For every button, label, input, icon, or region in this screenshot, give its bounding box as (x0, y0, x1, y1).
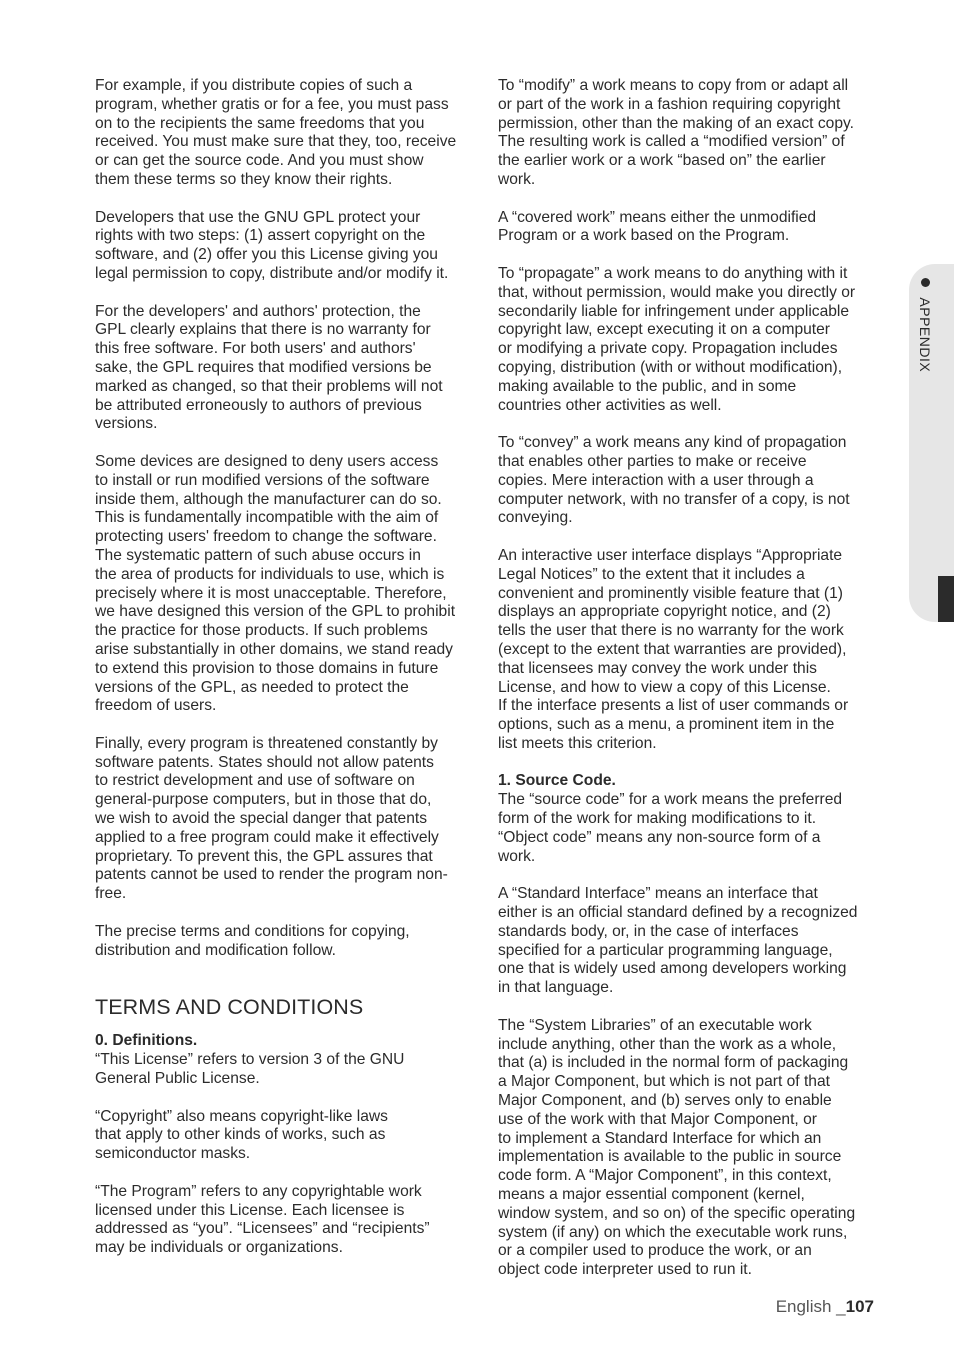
bullet-icon (921, 278, 930, 287)
paragraph: To “convey” a work means any kind of propagation that enables other parties to make or receive copies. Mere interaction with a user through a computer network, with no transfer of a copy, is not conveying. (498, 434, 850, 527)
paragraph: An interactive user interface displays “Appropriate Legal Notices” to the extent that it includes a convenient and prominently visible feature that (1) displays an appropriate copyright notice, and (2) tells the user that there is no warranty for the work (except to the extent that warranties are provided), that licensees may convey the work under this License, and how to view a copy of this License. If the interface presents a list of user commands or options, such as a menu, a prominent item in the list meets this criterion. (498, 546, 849, 752)
side-tab-marker (938, 576, 954, 622)
paragraph: A “covered work” means either the unmodified Program or a work based on the Program. (498, 208, 817, 245)
paragraph: The “System Libraries” of an executable work include anything, other than the work as a whole, that (a) is included in the normal form of packaging a Major Component, but which is not part of that Major Component, and (b) serves only to enable use of the work with that Major Component, or to implement a Standard Interface for which an implementation is available to the public in source code form. A “Major Component”, in this context, means a major essential component (kernel, window system, and so on) of the specific operating system (if any) on which the executable work runs, or a compiler used to produce the work, or an object code interpreter used to run it. (498, 1016, 856, 1279)
paragraph: The “source code” for a work means the preferred form of the work for making modifications to it. “Object code” means any non-source form of a work. (498, 791, 843, 865)
page-footer (776, 1297, 874, 1317)
subsection-heading: 1. Source Code. (498, 772, 616, 790)
section-heading: TERMS AND CONDITIONS (95, 995, 364, 1020)
paragraph: “The Program” refers to any copyrightable work licensed under this License. Each licensee is addressed as “you”. “Licensees” and “recipients” may be individuals or organizations. (95, 1182, 430, 1257)
paragraph: For the developers' and authors' protection, the GPL clearly explains that there is no warranty for this free software. For both users' and authors' sake, the GPL requires that modified versions be marked as changed, so that their problems will not be attributed erroneously to authors of previous versions. (95, 302, 443, 433)
paragraph: Some devices are designed to deny users access to install or run modified versions of the software inside them, although the manufacturer can do so. This is fundamentally incompatible with the aim of protecting users' freedom to change the software. The systematic pattern of such abuse occurs in the area of products for individuals to use, which is precisely where it is most unacceptable. Therefore, we have designed this version of the GPL to prohibit the practice for those products. If such problems arise substantially in other domains, we stand ready to extend this provision to those domains in future versions of the GPL, as needed to protect the freedom of users. (95, 452, 456, 715)
paragraph: Developers that use the GNU GPL protect your rights with two steps: (1) assert copyright on the software, and (2) offer you this License giving you legal permission to copy, distribute and/or modify it. (95, 208, 449, 282)
footer-language: English _ (775, 1297, 846, 1316)
paragraph: A “Standard Interface” means an interface that either is an official standard defined by a recognized standards body, or, in the case of interfaces specified for a particular programming language, one that is widely used among developers working in that language. (498, 885, 858, 997)
subsection-heading: 0. Definitions. (95, 1032, 198, 1050)
paragraph: “This License” refers to version 3 of the GNU General Public License. (95, 1051, 405, 1088)
paragraph: “Copyright” also means copyright-like laws that apply to other kinds of works, such as semiconductor masks. (95, 1107, 388, 1163)
left-column (95, 77, 475, 1277)
paragraph: To “propagate” a work means to do anything with it that, without permission, would make you directly or secondarily liable for infringement under applicable copyright law, except executing it on a computer or modifying a private copy. Propagation includes copying, distribution (with or without modification), making available to the public, and in some countries other activities as well. (498, 264, 856, 414)
right-column (498, 77, 880, 1299)
appendix-label-text: APPENDIX (917, 297, 933, 373)
paragraph: For example, if you distribute copies of such a program, whether gratis or for a fee, you must pass on to the recipients the same freedoms that you received. You must make sure that they, too, receive or can get the source code. And you must show them these terms so they know their rights. (95, 77, 457, 188)
paragraph: Finally, every program is threatened constantly by software patents. States should not allow patents to restrict development and use of software on general-purpose computers, but in those that do, we wish to avoid the special danger that patents applied to a free program could make it effectively proprietary. To prevent this, the GPL assures that patents cannot be used to render the program non- free. (95, 734, 448, 903)
page-number: 107 (845, 1297, 874, 1316)
paragraph: The precise terms and conditions for copying, distribution and modification follow. (95, 922, 410, 959)
paragraph: To “modify” a work means to copy from or adapt all or part of the work in a fashion requiring copyright permission, other than the making of an exact copy. The resulting work is called a “modified version” of the earlier work or a work “based on” the earlier work. (498, 77, 854, 188)
appendix-label (917, 278, 933, 372)
